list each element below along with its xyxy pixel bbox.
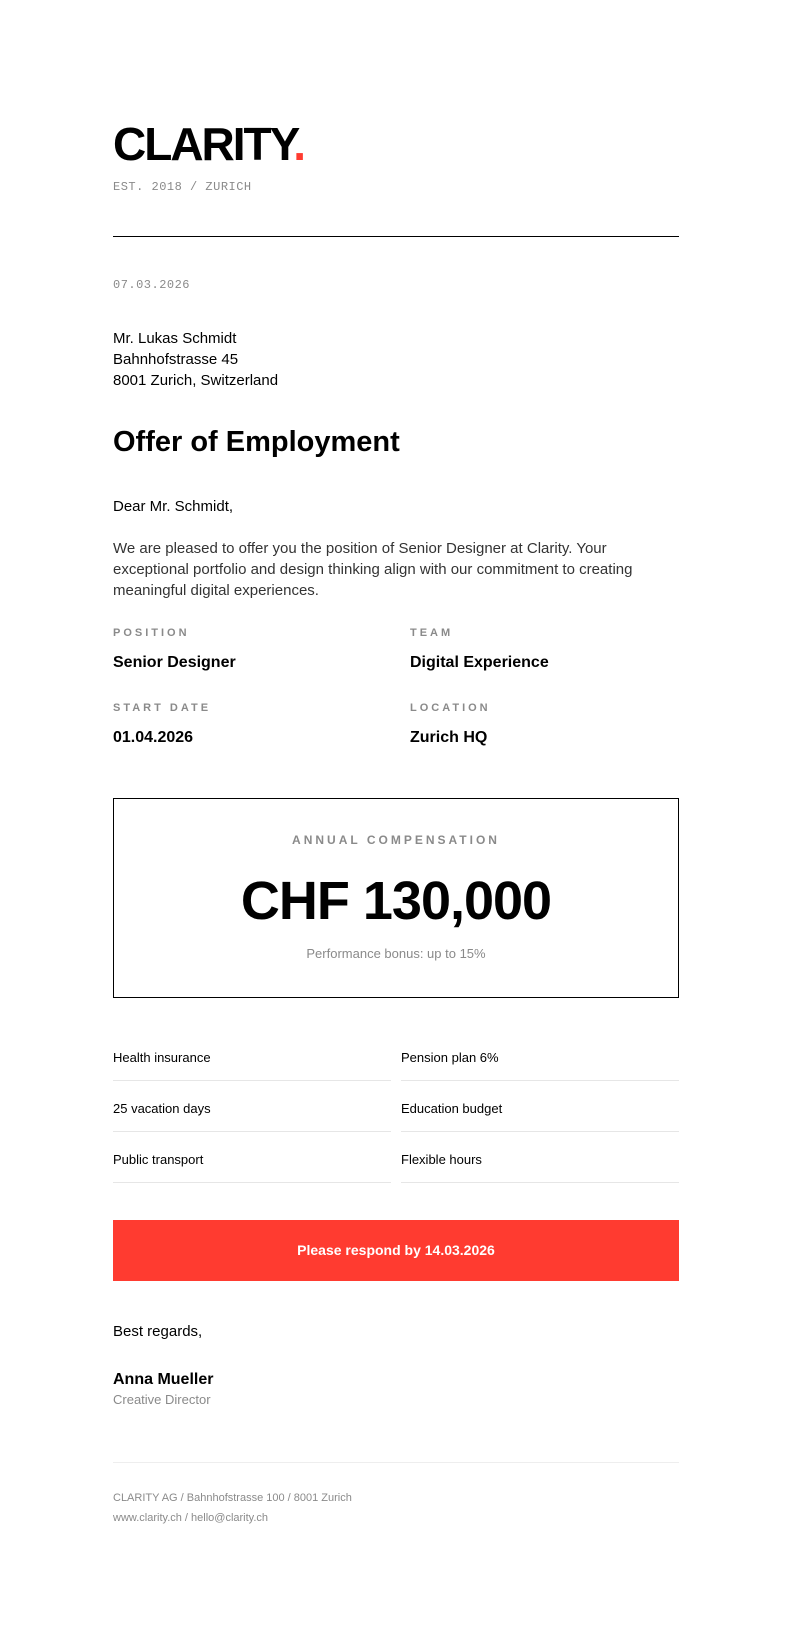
- compensation-label: ANNUAL COMPENSATION: [292, 833, 500, 847]
- footer-divider: [113, 1462, 679, 1463]
- benefit-label: Public transport: [113, 1152, 204, 1167]
- start-date-value: 01.04.2026: [113, 729, 194, 746]
- recipient-address: [113, 328, 278, 391]
- start-date-label: START DATE: [113, 702, 212, 714]
- list-item: [113, 1081, 391, 1132]
- list-item: [401, 1030, 679, 1081]
- letter-date: 07.03.2026: [113, 278, 191, 292]
- benefit-label: Flexible hours: [401, 1152, 482, 1167]
- recipient-city: 8001 Zurich, Switzerland: [113, 372, 279, 389]
- list-item: [401, 1132, 679, 1183]
- position-value: Senior Designer: [113, 654, 236, 671]
- logo-text: CLARITY: [113, 118, 294, 170]
- performance-bonus: Performance bonus: up to 15%: [306, 946, 486, 961]
- benefit-label: Education budget: [401, 1101, 503, 1116]
- closing-line: Best regards,: [113, 1323, 203, 1340]
- compensation-amount: CHF 130,000: [240, 871, 552, 931]
- header-divider: [113, 236, 679, 237]
- footer-contact[interactable]: www.clarity.ch / hello@clarity.ch: [113, 1512, 269, 1524]
- list-item: [401, 1081, 679, 1132]
- compensation-box: [113, 798, 679, 998]
- recipient-name: Mr. Lukas Schmidt: [113, 330, 237, 347]
- company-logo: [113, 118, 304, 170]
- team-label: TEAM: [410, 627, 454, 639]
- benefit-label: 25 vacation days: [113, 1101, 211, 1116]
- signer-title: Creative Director: [113, 1392, 211, 1407]
- benefit-label: Health insurance: [113, 1050, 211, 1065]
- recipient-street: Bahnhofstrasse 45: [113, 351, 239, 368]
- list-item: [113, 1030, 391, 1081]
- intro-paragraph: We are pleased to offer you the position of Senior Designer at Clarity. Your exceptional portfolio and design thinking align with our commitment to creating meaningful digital experiences.: [113, 540, 633, 599]
- established-tagline: EST. 2018 / ZURICH: [113, 180, 252, 194]
- salutation: Dear Mr. Schmidt,: [113, 498, 234, 515]
- signer-name: Anna Mueller: [113, 1371, 214, 1388]
- team-value: Digital Experience: [410, 654, 549, 671]
- benefit-label: Pension plan 6%: [401, 1050, 499, 1065]
- location-label: LOCATION: [410, 702, 491, 714]
- footer-address: CLARITY AG / Bahnhofstrasse 100 / 8001 Zurich: [113, 1492, 352, 1504]
- logo-dot: .: [293, 118, 305, 170]
- list-item: [113, 1132, 391, 1183]
- respond-by-banner[interactable]: Please respond by 14.03.2026: [113, 1220, 679, 1281]
- page-title: Offer of Employment: [113, 426, 400, 458]
- position-label: POSITION: [113, 627, 190, 639]
- location-value: Zurich HQ: [410, 729, 488, 746]
